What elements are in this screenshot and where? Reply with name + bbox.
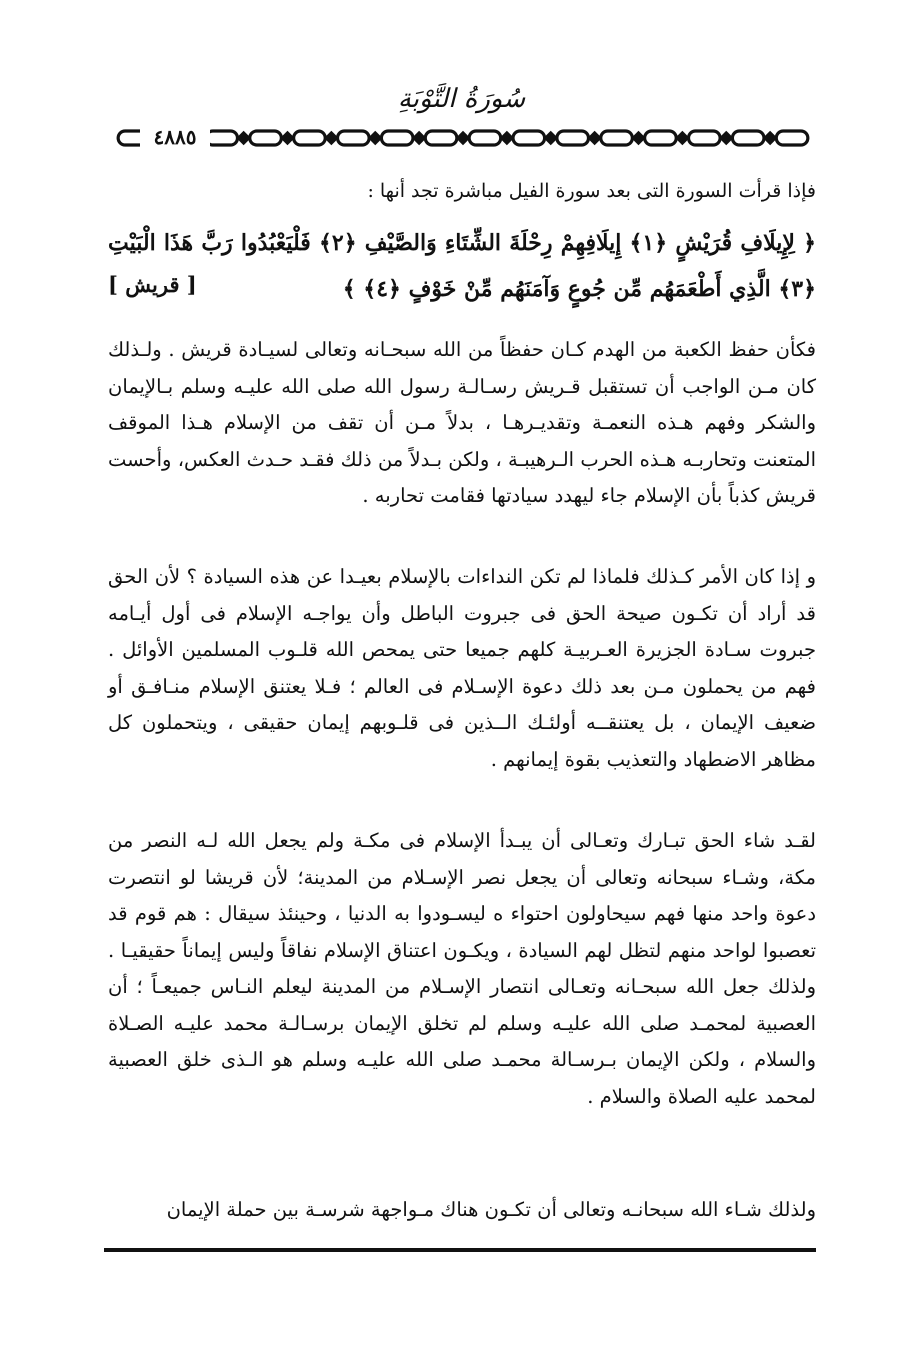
quran-verses: ﴿ لِإِيلَافِ قُرَيْشٍ ﴿١﴾ إِيلَافِهِمْ رِحْلَةَ الشِّتَاءِ وَالصَّيْفِ ﴿٢﴾ فَلْيَعْبُدُوا رَبَّ هَذَا الْبَيْتِ ﴿٣﴾ الَّذِي أَطْعَمَهُم مِّن جُوعٍ وَآمَنَهُم مِّنْ خَوْفٍ ﴿٤﴾ ﴾ [108, 230, 816, 302]
ornament-border-icon [112, 126, 814, 150]
bottom-rule [104, 1248, 816, 1252]
page-number: ٤٨٨٥ [140, 124, 210, 150]
paragraph-1: فكأن حفظ الكعبة من الهدم كـان حفظاً من الله سبحـانه وتعالى لسيـادة قريش . ولـذلك كان مـن الواجب أن تستقبل قـريش رسـالـة رسول الله صلى الله عليـه وسلم بـالإيمان والشكر وفهم هـذه النعمـة وتقديـرهـا ، بدلاً مـن أن تقف من الإسلام هـذا الموقف المتعنت وتحاربـه هـذه الحرب الـرهيبـة ، ولكن بـدلاً من ذلك فقـد حـدث العكس، وأحست قريش كذباً بأن الإسلام جاء ليهدد سيادتها فقامت تحاربه . [108, 338, 816, 507]
paragraph-4: ولذلك شـاء الله سبحانـه وتعالى أن تكـون هناك مـواجهة شرسـة بين حملة الإيمان [166, 1198, 816, 1221]
intro-line: فإذا قرأت السورة التى بعد سورة الفيل مباشرة تجد أنها : [367, 180, 816, 202]
paragraph-2: و إذا كان الأمر كـذلك فلماذا لم تكن النداءات بالإسلام بعيـدا عن هذه السيادة ؟ لأن الحق قد أراد أن تكـون صيحة الحق فى جبروت الباطل وأن يواجـه الإسلام فى أول أيـامه جبروت سـادة الجزيرة العـربيـة كلهم جميعا حتى يمحص الله قلـوب المسلمين الأوائل . فهم من يحملون مـن بعد ذلك دعوة الإسـلام فى العالم ؛ فـلا يعتنق الإسلام منـافـق أو ضعيف الإيمان ، بل يعتنقــه أولئـك الــذين فى قلـوبهم إيمان حقيقى ، ويتحملون كل مظاهر الاضطهاد والتعذيب بقوة إيمانهم . [108, 565, 816, 771]
header-ornament [112, 126, 814, 150]
paragraph-3: لقـد شاء الحق تبـارك وتعـالى أن يبـدأ الإسلام فى مكـة ولم يجعل الله لـه النصر من مكة، وشـاء سبحانه وتعالى أن يجعل نصر الإسـلام من المدينة؛ لأن قريشا لو انتصرت دعوة واحد منها فهم سيحاولون احتواء ه ليسـودوا به الدنيا ، وحينئذ سيقال : هم قوم قد تعصبوا لواحد منهم لتظل لهم السيادة ، ويكـون اعتناق الإسلام نفاقاً وليس إيماناً حقيقيـا . ولذلك جعل الله سبحـانه وتعـالى انتصار الإسـلام من المدينة ليعلم النـاس جميعـاً ؛ أن العصبية لمحمـد صلى الله عليـه وسلم لم تخلق الإيمان برسـالـة محمد عليـه الصـلاة والسلام ، ولكن الإيمان بـرسـالة محمـد صلى الله عليـه وسلم هو الـذى خلق العصبية لمحمد عليه الصلاة والسلام . [108, 829, 816, 1108]
surah-reference: [ قريش ] [108, 272, 197, 297]
surah-title: سُورَةُ التَّوْبَةِ [397, 84, 526, 114]
